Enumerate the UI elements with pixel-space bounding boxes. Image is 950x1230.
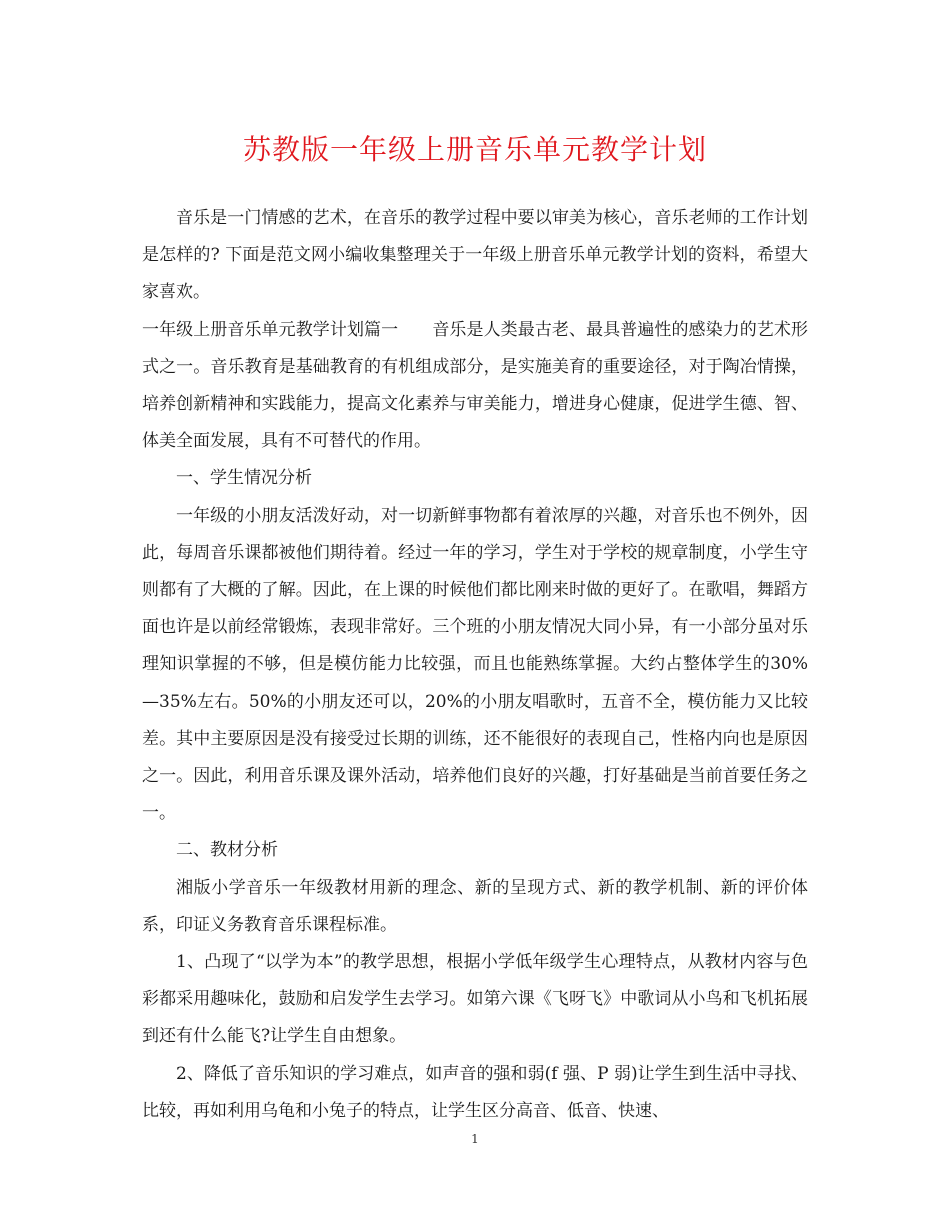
student-analysis-paragraph: 一年级的小朋友活泼好动，对一切新鲜事物都有着浓厚的兴趣，对音乐也不例外，因此，每周音乐课都被他们期待着。经过一年的学习，学生对于学校的规章制度，小学生守则都有了大概的了解。因此，在上课的时候他们都比刚来时做的更好了。在歌唱，舞蹈方面也许是以前经常锻炼，表现非常好。三个班的小朋友情况大同小异，有一小部分虽对乐理知识掌握的不够，但是模仿能力比较强，而且也能熟练掌握。大约占整体学生的30%—35%左右。50%的小朋友还可以，20%的小朋友唱歌时，五音不全，模仿能力又比较差。其中主要原因是没有接受过长期的训练，还不能很好的表现自己，性格内向也是原因之一。因此，利用音乐课及课外活动，培养他们良好的兴趣，打好基础是当前首要任务之一。: [142, 505, 808, 824]
textbook-point-1: 1、凸现了“以学为本”的教学思想，根据小学低年级学生心理特点，从教材内容与色彩都采用趣味化，鼓励和启发学生去学习。如第六课《飞呀飞》中歌词从小鸟和飞机拓展到还有什么能飞?让学生自由想象。: [142, 952, 808, 1047]
document-body: [142, 200, 808, 1130]
section-paragraph-overview: 一年级上册音乐单元教学计划篇一 音乐是人类最古老、最具普遍性的感染力的艺术形式之一。音乐教育是基础教育的有机组成部分，是实施美育的重要途径，对于陶冶情操，培养创新精神和实践能力，提高文化素养与审美能力，增进身心健康，促进学生德、智、体美全面发展，具有不可替代的作用。: [142, 319, 808, 452]
section-heading-textbook-analysis: 二、教材分析: [176, 840, 278, 861]
textbook-point-2: 2、降低了音乐知识的学习难点，如声音的强和弱(f 强、P 弱)让学生到生活中寻找、比较，再如利用乌龟和小兔子的特点，让学生区分高音、低音、快速、: [142, 1063, 808, 1121]
section-heading-student-analysis: 一、学生情况分析: [176, 468, 312, 489]
textbook-analysis-paragraph: 湘版小学音乐一年级教材用新的理念、新的呈现方式、新的教学机制、新的评价体系，印证义务教育音乐课程标准。: [142, 877, 808, 935]
intro-paragraph: 音乐是一门情感的艺术，在音乐的教学过程中要以审美为核心，音乐老师的工作计划是怎样的? 下面是范文网小编收集整理关于一年级上册音乐单元教学计划的资料，希望大家喜欢。: [142, 208, 808, 303]
document-title: 苏教版一年级上册音乐单元教学计划: [242, 133, 707, 166]
page-number: 1: [471, 1132, 479, 1146]
